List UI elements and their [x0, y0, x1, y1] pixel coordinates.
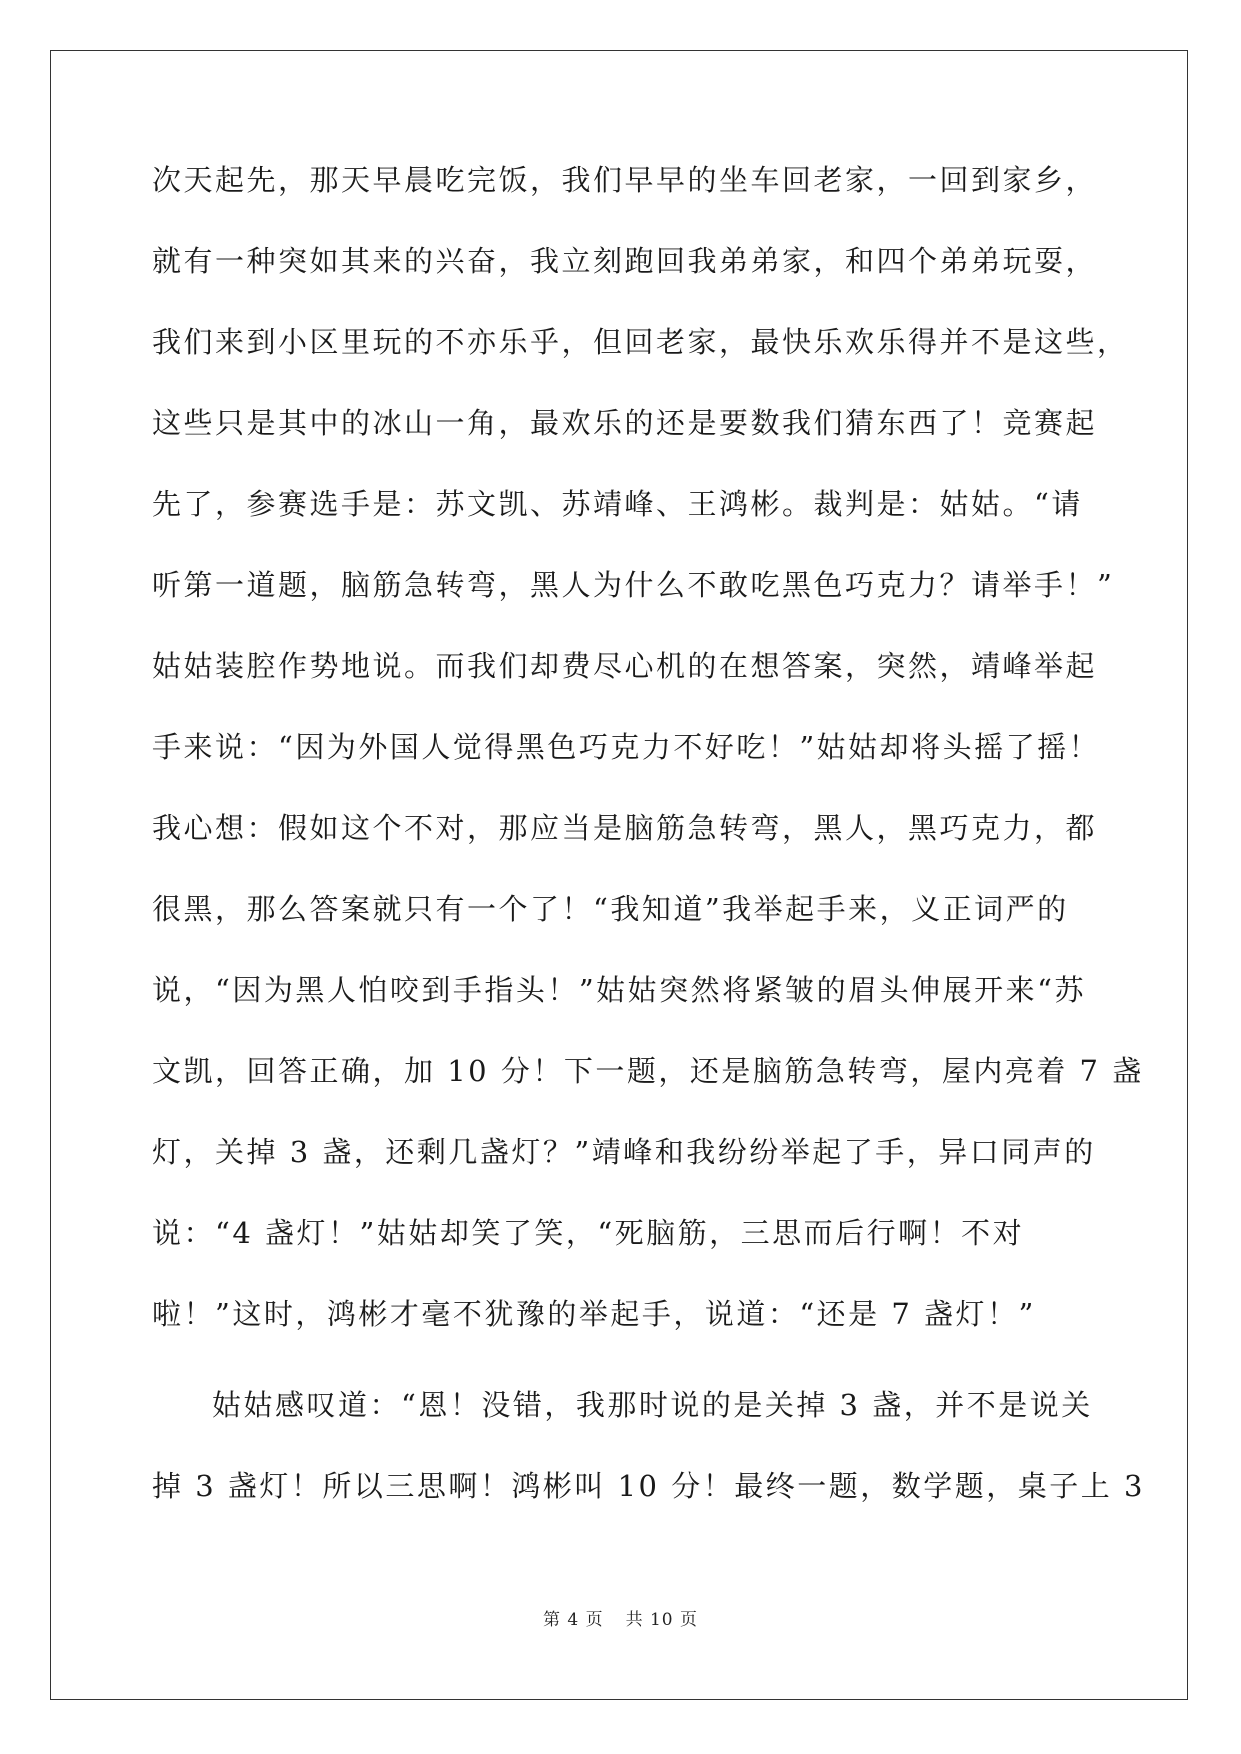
text-line: 说，“因为黑人怕咬到手指头！”姑姑突然将紧皱的眉头伸展开来“苏 — [152, 973, 1086, 1007]
document-body — [152, 155, 1145, 1542]
page-total: 共 10 页 — [625, 1610, 699, 1630]
text-line: 手来说：“因为外国人觉得黑色巧克力不好吃！”姑姑却将头摇了摇！ — [152, 730, 1101, 764]
text-line: 姑姑感叹道：“恩！没错，我那时说的是关掉 3 盏，并不是说关 — [212, 1388, 1093, 1422]
text-line: 先了，参赛选手是：苏文凯、苏靖峰、王鸿彬。裁判是：姑姑。“请 — [152, 487, 1083, 521]
text-line: 文凯，回答正确，加 10 分！下一题，还是脑筋急转弯，屋内亮着 7 盏 — [152, 1054, 1144, 1088]
text-line: 我们来到小区里玩的不亦乐乎，但回老家，最快乐欢乐得并不是这些， — [152, 325, 1129, 359]
paragraph-gap — [152, 1370, 1092, 1380]
text-line: 我心想：假如这个不对，那应当是脑筋急转弯，黑人，黑巧克力，都 — [152, 811, 1098, 845]
text-line: 姑姑装腔作势地说。而我们却费尽心机的在想答案，突然，靖峰举起 — [152, 649, 1098, 683]
text-line: 次天起先，那天早晨吃完饭，我们早早的坐车回老家，一回到家乡， — [152, 163, 1098, 197]
page-footer — [0, 1605, 1241, 1630]
text-line: 这些只是其中的冰山一角，最欢乐的还是要数我们猜东西了！竞赛起 — [152, 406, 1098, 440]
page-number: 第 4 页 — [542, 1610, 604, 1630]
text-line: 掉 3 盏灯！所以三思啊！鸿彬叫 10 分！最终一题，数学题，桌子上 3 — [152, 1469, 1145, 1503]
text-line: 听第一道题，脑筋急转弯，黑人为什么不敢吃黑色巧克力？请举手！” — [152, 568, 1115, 602]
text-line: 就有一种突如其来的兴奋，我立刻跑回我弟弟家，和四个弟弟玩耍， — [152, 244, 1098, 278]
text-line: 说：“4 盏灯！”姑姑却笑了笑，“死脑筋，三思而后行啊！不对 — [152, 1216, 1025, 1250]
text-line: 啦！”这时，鸿彬才毫不犹豫的举起手，说道：“还是 7 盏灯！” — [152, 1297, 1036, 1331]
text-line: 很黑，那么答案就只有一个了！“我知道”我举起手来，义正词严的 — [152, 892, 1069, 926]
text-line: 灯，关掉 3 盏，还剩几盏灯？”靖峰和我纷纷举起了手，异口同声的 — [152, 1135, 1096, 1169]
